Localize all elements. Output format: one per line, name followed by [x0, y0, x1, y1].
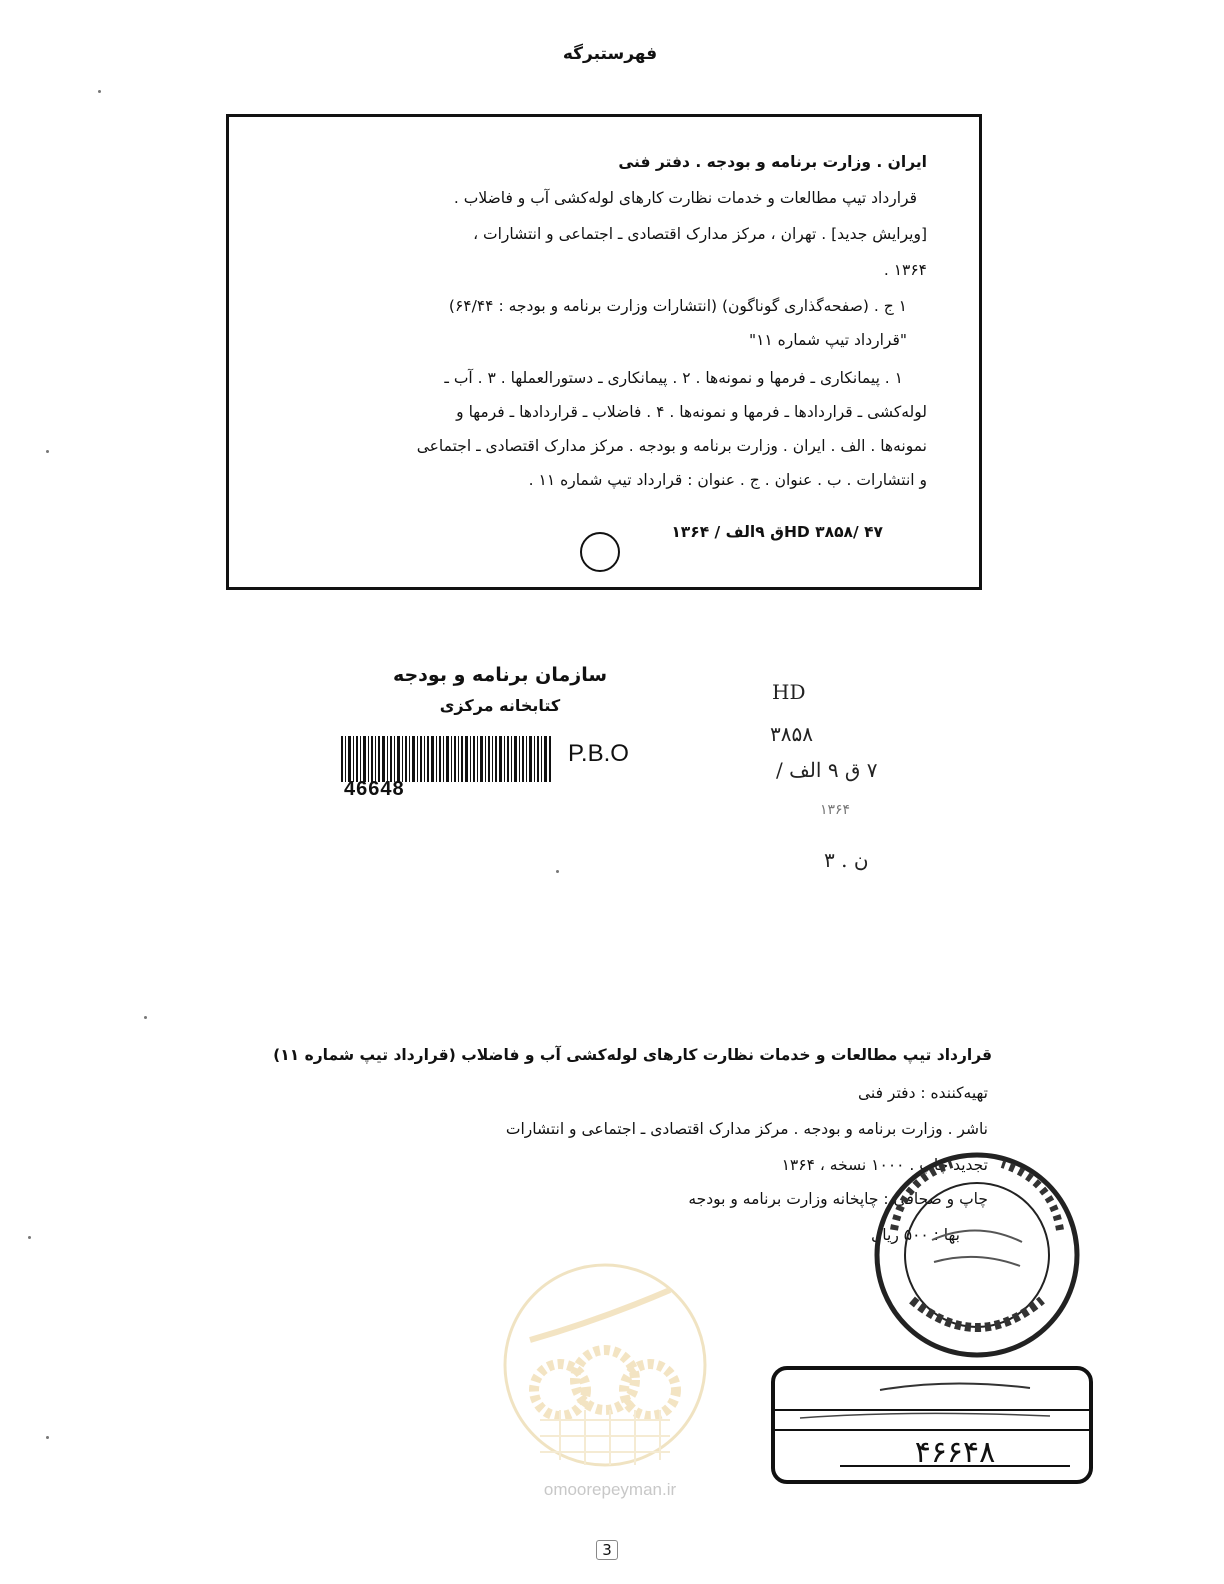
handwritten-class: HD — [772, 680, 806, 704]
publication-reprint: تجدید چاپ . ۱۰۰۰ نسخه ، ۱۳۶۴ — [781, 1156, 988, 1174]
accession-stamp — [770, 1360, 1096, 1486]
scan-speck — [46, 1436, 49, 1439]
library-name: کتابخانه مرکزی — [439, 696, 561, 715]
card-line-series: "قرارداد تیپ شماره ۱۱" — [748, 331, 907, 349]
card-circle-mark — [580, 532, 620, 572]
card-line-subjects-3: نمونه‌ها . الف . ایران . وزارت برنامه و بودجه . مرکز مدارک اقتصادی ـ اجتماعی — [416, 437, 927, 455]
handwritten-number: ۳۸۵۸ — [770, 722, 813, 746]
barcode — [341, 736, 553, 782]
publication-price: بها : ۵۰۰ ریال — [871, 1226, 960, 1244]
scan-speck — [144, 1016, 147, 1019]
catalog-card — [226, 114, 982, 590]
publication-title: قرارداد تیپ مطالعات و خدمات نظارت کارهای لوله‌کشی آب و فاضلاب (قرارداد تیپ شماره ۱۱) — [273, 1046, 992, 1064]
scan-speck — [98, 90, 101, 93]
card-line-edition: [ویرایش جدید] . تهران ، مرکز مدارک اقتصادی ـ اجتماعی و انتشارات ، — [473, 225, 927, 243]
round-stamp — [872, 1150, 1082, 1360]
barcode-number: 46648 — [344, 778, 405, 800]
card-line-subjects-1: ۱ . پیمانکاری ـ فرمها و نمونه‌ها . ۲ . پیمانکاری ـ دستورالعملها . ۳ . آب ـ — [444, 369, 903, 387]
handwritten-cutter: ۷ ق ۹ الف / — [776, 758, 878, 782]
card-line-collation: ۱ ج . (صفحه‌گذاری گوناگون) (انتشارات وزارت برنامه و بودجه : ۶۴/۴۴) — [448, 297, 907, 315]
watermark-url: omoorepeyman.ir — [543, 1480, 677, 1499]
handwritten-copy: ن . ۳ — [824, 848, 869, 872]
accession-number: ۴۶۶۴۸ — [914, 1435, 996, 1470]
scan-speck — [46, 450, 49, 453]
publication-preparer: تهیه‌کننده : دفتر فنی — [858, 1084, 988, 1102]
card-call-number: HD ۳۸۵۸/ ۴۷ق ۹الف / ۱۳۶۴ — [671, 523, 883, 541]
card-line-title: قرارداد تیپ مطالعات و خدمات نظارت کارهای لوله‌کشی آب و فاضلاب . — [453, 189, 917, 207]
page-number: 3 — [596, 1540, 618, 1560]
scan-speck — [28, 1236, 31, 1239]
card-line-subjects-4: و انتشارات . ب . عنوان . ج . عنوان : قرارداد تیپ شماره ۱۱ . — [528, 471, 927, 489]
page-title: فهرستبرگه — [562, 44, 658, 64]
publication-publisher: ناشر . وزارت برنامه و بودجه . مرکز مدارک اقتصادی ـ اجتماعی و انتشارات — [505, 1120, 988, 1138]
card-line-year: ۱۳۶۴ . — [883, 261, 927, 279]
card-line-author: ایران . وزارت برنامه و بودجه . دفتر فنی — [618, 153, 927, 171]
card-line-subjects-2: لوله‌کشی ـ قراردادها ـ فرمها و نمونه‌ها . ۴ . فاضلاب ـ قراردادها ـ فرمها و — [456, 403, 927, 421]
publication-printer: چاپ و صحافی : چاپخانه وزارت برنامه و بودجه — [688, 1190, 988, 1208]
watermark-logo — [500, 1260, 710, 1470]
barcode-label: P.B.O — [568, 740, 629, 767]
scan-speck — [556, 870, 559, 873]
handwritten-year: ۱۳۶۴ — [820, 802, 851, 818]
library-organization: سازمان برنامه و بودجه — [392, 664, 608, 686]
